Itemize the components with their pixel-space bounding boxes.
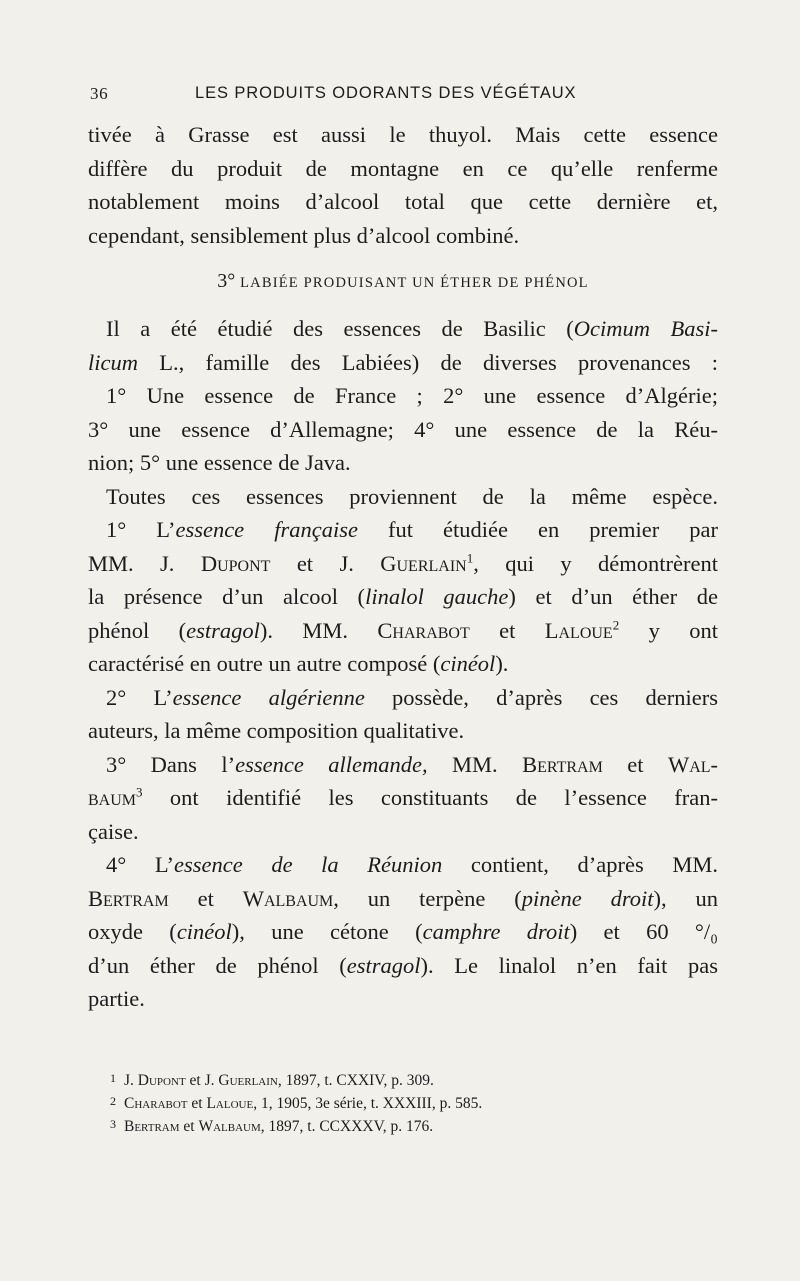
- text-line: auteurs, la même composition qualitative.: [88, 718, 465, 743]
- text-line: Il a été étudié des essences de Basilic (Ocimum Basi-: [106, 316, 718, 341]
- text-line: partie.: [88, 986, 145, 1011]
- footnote: 1 J. Dupont et J. Guerlain, 1897, t. CXXIV, p. 309.: [110, 1071, 434, 1089]
- section-heading: [88, 266, 718, 296]
- section-number: 3°: [217, 270, 236, 292]
- text-line: cependant, sensiblement plus d’alcool combiné.: [88, 222, 520, 248]
- running-title: LES PRODUITS ODORANTS DES VÉGÉTAUX: [195, 84, 577, 102]
- text-line: 3° une essence d’Allemagne; 4° une essence de la Réu-: [88, 416, 718, 442]
- text-line: 2° L’essence algérienne possède, d’après ces derniers: [106, 684, 718, 710]
- text-line: notablement moins d’alcool total que cette dernière et,: [88, 189, 718, 214]
- text-line: 4° L’essence de la Réunion contient, d’après MM.: [106, 852, 718, 877]
- text-line: oxyde (cinéol), une cétone (camphre droit) et 60 °/₀: [88, 919, 719, 944]
- text-line: Toutes ces essences proviennent de la même espèce.: [106, 483, 718, 509]
- text-line: d’un éther de phénol (estragol). Le linalol n’en fait pas: [88, 952, 718, 978]
- text-line: Bertram et Walbaum, un terpène (pinène droit), un: [88, 885, 718, 911]
- text-line: baum$^3$ ont identifié les constituants de l’essence fran-: [88, 784, 718, 810]
- text-line: 1° L’essence française fut étudiée en premier par: [106, 517, 718, 542]
- running-header: [90, 84, 730, 114]
- footnote: 3 Bertram et Walbaum, 1897, t. CCXXXV, p. 176.: [110, 1117, 434, 1135]
- footnote: 2 Charabot et Laloue, 1, 1905, 3e série, t. XXXIII, p. 585.: [110, 1094, 483, 1112]
- text-line: diffère du produit de montagne en ce qu’elle renferme: [88, 155, 718, 181]
- text-line: 3° Dans l’essence allemande, MM. Bertram et Wal-: [106, 751, 719, 777]
- text-line: çaise.: [88, 818, 139, 844]
- section-title: LABIÉE PRODUISANT UN ÉTHER DE PHÉNOL: [240, 275, 589, 291]
- text-line: nion; 5° une essence de Java.: [88, 450, 351, 475]
- text-line: caractérisé en outre un autre composé (cinéol).: [88, 651, 509, 676]
- text-line: phénol (estragol). MM. Charabot et Laloue$^2$ y ont: [88, 617, 718, 643]
- page-number: 36: [90, 84, 109, 103]
- text-line: licum L., famille des Labiées) de diverses provenances :: [88, 349, 718, 375]
- main-text: [88, 118, 718, 1016]
- text-line: 1° Une essence de France ; 2° une essence d’Algérie;: [106, 383, 718, 408]
- text-line: MM. J. Dupont et J. Guerlain$^1$, qui y démontrèrent: [88, 550, 718, 576]
- text-line: la présence d’un alcool (linalol gauche) et d’un éther de: [88, 584, 718, 609]
- text-line: tivée à Grasse est aussi le thuyol. Mais cette essence: [88, 122, 718, 147]
